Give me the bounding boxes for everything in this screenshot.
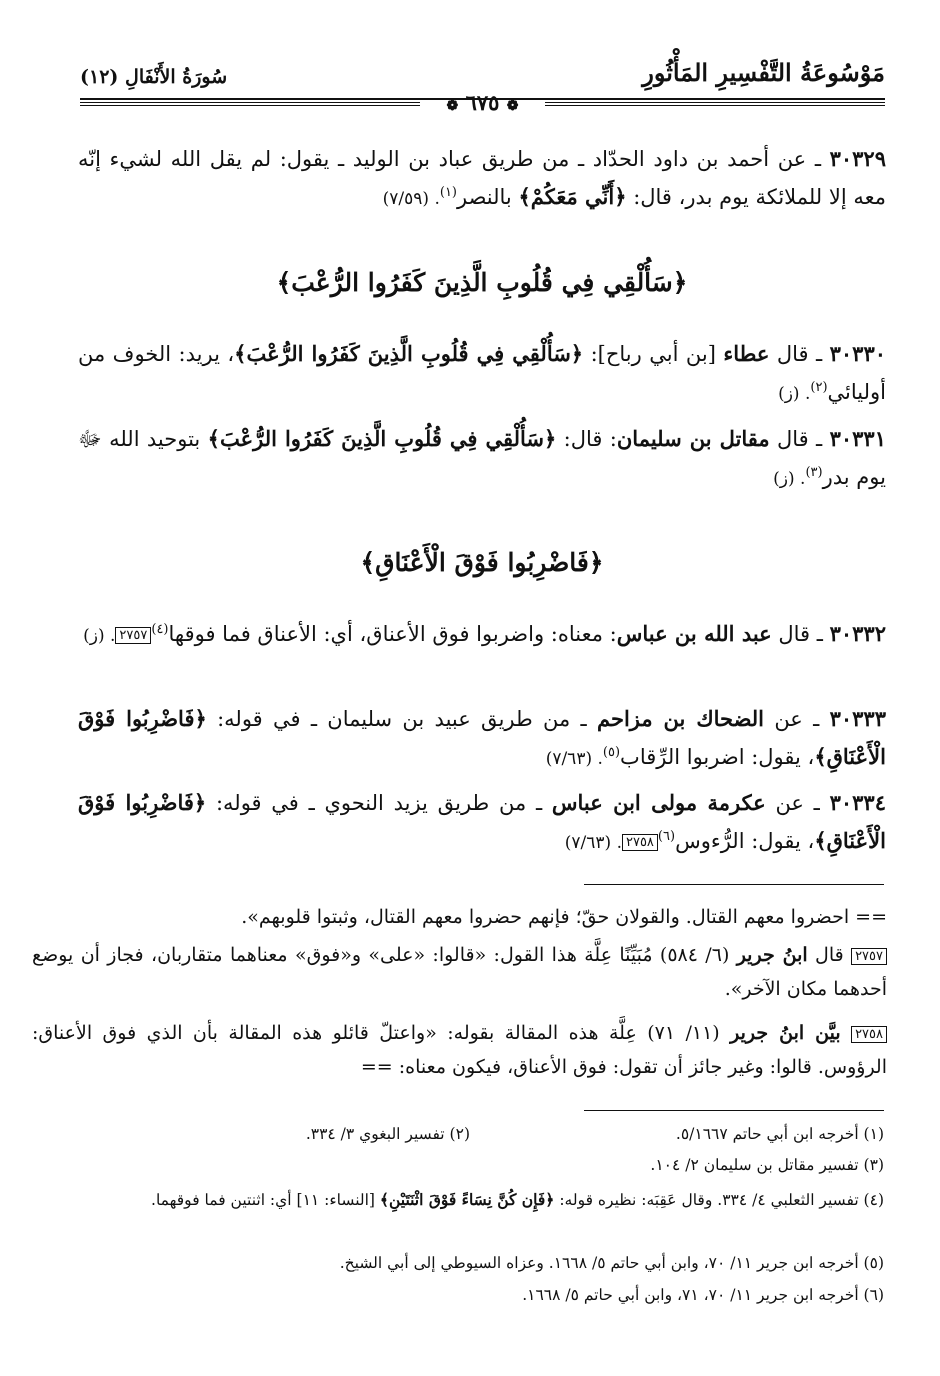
quran-quote: ﴿فَإِن كُنَّ نِسَاءً فَوْقَ اثْنَتَيْنِ﴾ <box>379 1190 555 1209</box>
entry-30329 <box>78 140 886 218</box>
footnote-ref: (٦) <box>657 829 676 844</box>
note-text: (٦/ ٥٨٤) مُبَيِّنًا عِلَّة هذا القول: «قالوا: «على» و«فوق» معناهما متقاربان، فجاز أن يوضع أحدهما مكان الآخر». <box>32 944 887 1000</box>
page-number-group <box>430 90 535 115</box>
entry-text: : قال: <box>556 427 617 451</box>
note-box: ٢٧٥٧ <box>851 948 887 965</box>
entry-text: ـ عن أحمد بن داود الحدّاد ـ من طريق عباد بن الوليد ـ يقول: لم يقل الله لشيء إنّه معه إلا للملائكة يوم بدر، قال: <box>78 147 886 209</box>
note-box-ref: ٢٧٥٨ <box>622 834 658 851</box>
note-box-ref: ٢٧٥٧ <box>115 627 151 644</box>
quran-quote: ﴿سَأُلْقِي فِي قُلُوبِ الَّذِينَ كَفَرُوا الرُّعْبَ﴾ <box>234 341 584 366</box>
narrator-name: عبد الله بن عباس <box>616 621 772 646</box>
entry-number: ٣٠٣٣١ <box>829 426 886 451</box>
footnote-1: (١) أخرجه ابن أبي حاتم ٥/١٦٦٧. <box>675 1125 884 1143</box>
source-ref: . (ز) <box>778 384 811 404</box>
note-continued: == احضروا معهم القتال. والقولان حقّ؛ فإنهم حضروا معهم القتال، وثبتوا قلوبهم». <box>241 906 887 928</box>
entry-30332 <box>78 615 886 655</box>
entry-number: ٣٠٣٢٩ <box>829 146 886 171</box>
page-number: ٦٧٥ <box>465 90 500 115</box>
entry-30333 <box>78 700 886 778</box>
entry-lead: ـ عن <box>764 707 830 731</box>
section-heading-1: ﴿سَأُلْقِي فِي قُلُوبِ الَّذِينَ كَفَرُوا الرُّعْبَ﴾ <box>276 268 688 297</box>
entry-number: ٣٠٣٣٠ <box>829 341 887 366</box>
source-ref: . (ز) <box>773 469 806 489</box>
footnote-6: (٦) أخرجه ابن جرير ١١/ ٧٠، ٧١، وابن أبي حاتم ٥/ ١٦٦٨. <box>522 1286 884 1304</box>
entry-number: ٣٠٣٣٤ <box>829 790 886 815</box>
entry-text: : معناه: واضربوا فوق الأعناق، أي: الأعناق فما فوقها <box>168 622 617 646</box>
narrator-name: مقاتل بن سليمان <box>616 426 770 451</box>
ornament-left: ❁ <box>446 98 459 114</box>
quran-quote: ﴿فَاضْرِبُوا فَوْقَ الْأَعْنَاقِ﴾ <box>78 790 886 853</box>
source-ref: . (٧/٥٩) <box>382 189 440 209</box>
entry-30330 <box>78 335 886 413</box>
entry-number: ٣٠٣٣٢ <box>829 621 886 646</box>
source-ref: . (ز) <box>83 626 116 646</box>
footnote-ref: (١) <box>439 185 457 200</box>
page-number-bar <box>80 90 885 116</box>
quran-quote: ﴿سَأُلْقِي فِي قُلُوبِ الَّذِينَ كَفَرُوا الرُّعْبَ﴾ <box>207 426 557 451</box>
entry-lead: ـ قال <box>769 427 830 451</box>
narrator-name: عكرمة مولى ابن عباس <box>551 790 766 815</box>
note-2757 <box>32 938 887 1006</box>
book-title: مَوْسُوعَةُ التَّفْسِيرِ المَأْثُورِ <box>642 58 885 87</box>
footnote-2: (٢) تفسير البغوي ٣/ ٣٣٤. <box>305 1125 470 1143</box>
footnote-4 <box>76 1187 884 1213</box>
entry-lead: ـ عن <box>765 791 830 815</box>
entry-text: ـ من طريق يزيد النحوي ـ في قوله: <box>206 791 552 815</box>
note-text: قال <box>807 944 852 966</box>
note-text: (١١/ ٧١) عِلَّة هذه المقالة بقوله: «واعتلّ قائلو هذه المقالة بأن الذي فوق الأعناق: الرؤوس. قالوا: وغير جائز أن تقول: فوق الأعناق، فيكون معناه: == <box>32 1022 887 1078</box>
entry-tail: ، يقول: اضربوا الرِّقاب <box>620 745 815 769</box>
source-ref: . (٧/٦٣) <box>564 833 622 853</box>
note-2758 <box>32 1016 887 1084</box>
quran-quote: ﴿فَاضْرِبُوا فَوْقَ الْأَعْنَاقِ﴾ <box>78 706 886 769</box>
entry-number: ٣٠٣٣٣ <box>829 706 886 731</box>
footnote-text: (٤) تفسير الثعلبي ٤/ ٣٣٤. وقال عَقِبَه: نظيره قوله: <box>554 1191 884 1209</box>
entry-lead: ـ قال <box>771 622 830 646</box>
footnote-3: (٣) تفسير مقاتل بن سليمان ٢/ ١٠٤. <box>650 1156 884 1174</box>
ornament-right: ❁ <box>506 98 519 114</box>
narrator-name: الضحاك بن مزاحم <box>597 706 765 731</box>
note-author: ابنُ جرير <box>736 944 808 966</box>
footnote-ref: (٤) <box>151 622 169 637</box>
page-bar-line-left <box>80 102 420 106</box>
narrator-name: عطاء <box>723 341 770 366</box>
footnote-text: [النساء: ١١] أي: اثنتين فما فوقهما. <box>151 1191 380 1209</box>
entry-30331 <box>78 420 886 498</box>
footnotes-separator <box>584 1110 884 1111</box>
note-text <box>841 1022 851 1044</box>
surah-title: سُورَةُ الأَنْفَالِ (١٢) <box>80 66 228 88</box>
entry-text: ـ من طريق عبيد بن سليمان ـ في قوله: <box>206 707 597 731</box>
section-heading-2: ﴿فَاضْرِبُوا فَوْقَ الْأَعْنَاقِ﴾ <box>360 548 604 577</box>
entry-tail: بالنصر <box>457 185 519 209</box>
quran-quote: ﴿أَنِّي مَعَكُمْ﴾ <box>518 184 627 209</box>
entry-tail: بتوحيد الله ﷻ يوم بدر <box>78 427 886 489</box>
entry-lead: ـ قال <box>769 342 830 366</box>
notes-separator <box>584 884 884 885</box>
footnote-ref: (٢) <box>810 380 828 395</box>
footnote-5: (٥) أخرجه ابن جرير ١١/ ٧٠، وابن أبي حاتم ٥/ ١٦٦٨. وعزاه السيوطي إلى أبي الشيخ. <box>339 1254 884 1272</box>
footnote-ref: (٣) <box>805 465 823 480</box>
entry-tail: ، يقول: الرُّءوس <box>675 829 815 853</box>
source-ref: . (٧/٦٣) <box>545 749 603 769</box>
page-bar-line-right <box>545 102 885 106</box>
entry-text: [بن أبي رباح]: <box>583 342 724 366</box>
entry-tail: ، يريد: الخوف من أوليائي <box>78 342 886 404</box>
note-box: ٢٧٥٨ <box>851 1026 887 1043</box>
footnote-ref: (٥) <box>602 745 621 760</box>
entry-30334 <box>78 784 886 862</box>
note-author: بيَّن ابنُ جرير <box>730 1022 841 1044</box>
